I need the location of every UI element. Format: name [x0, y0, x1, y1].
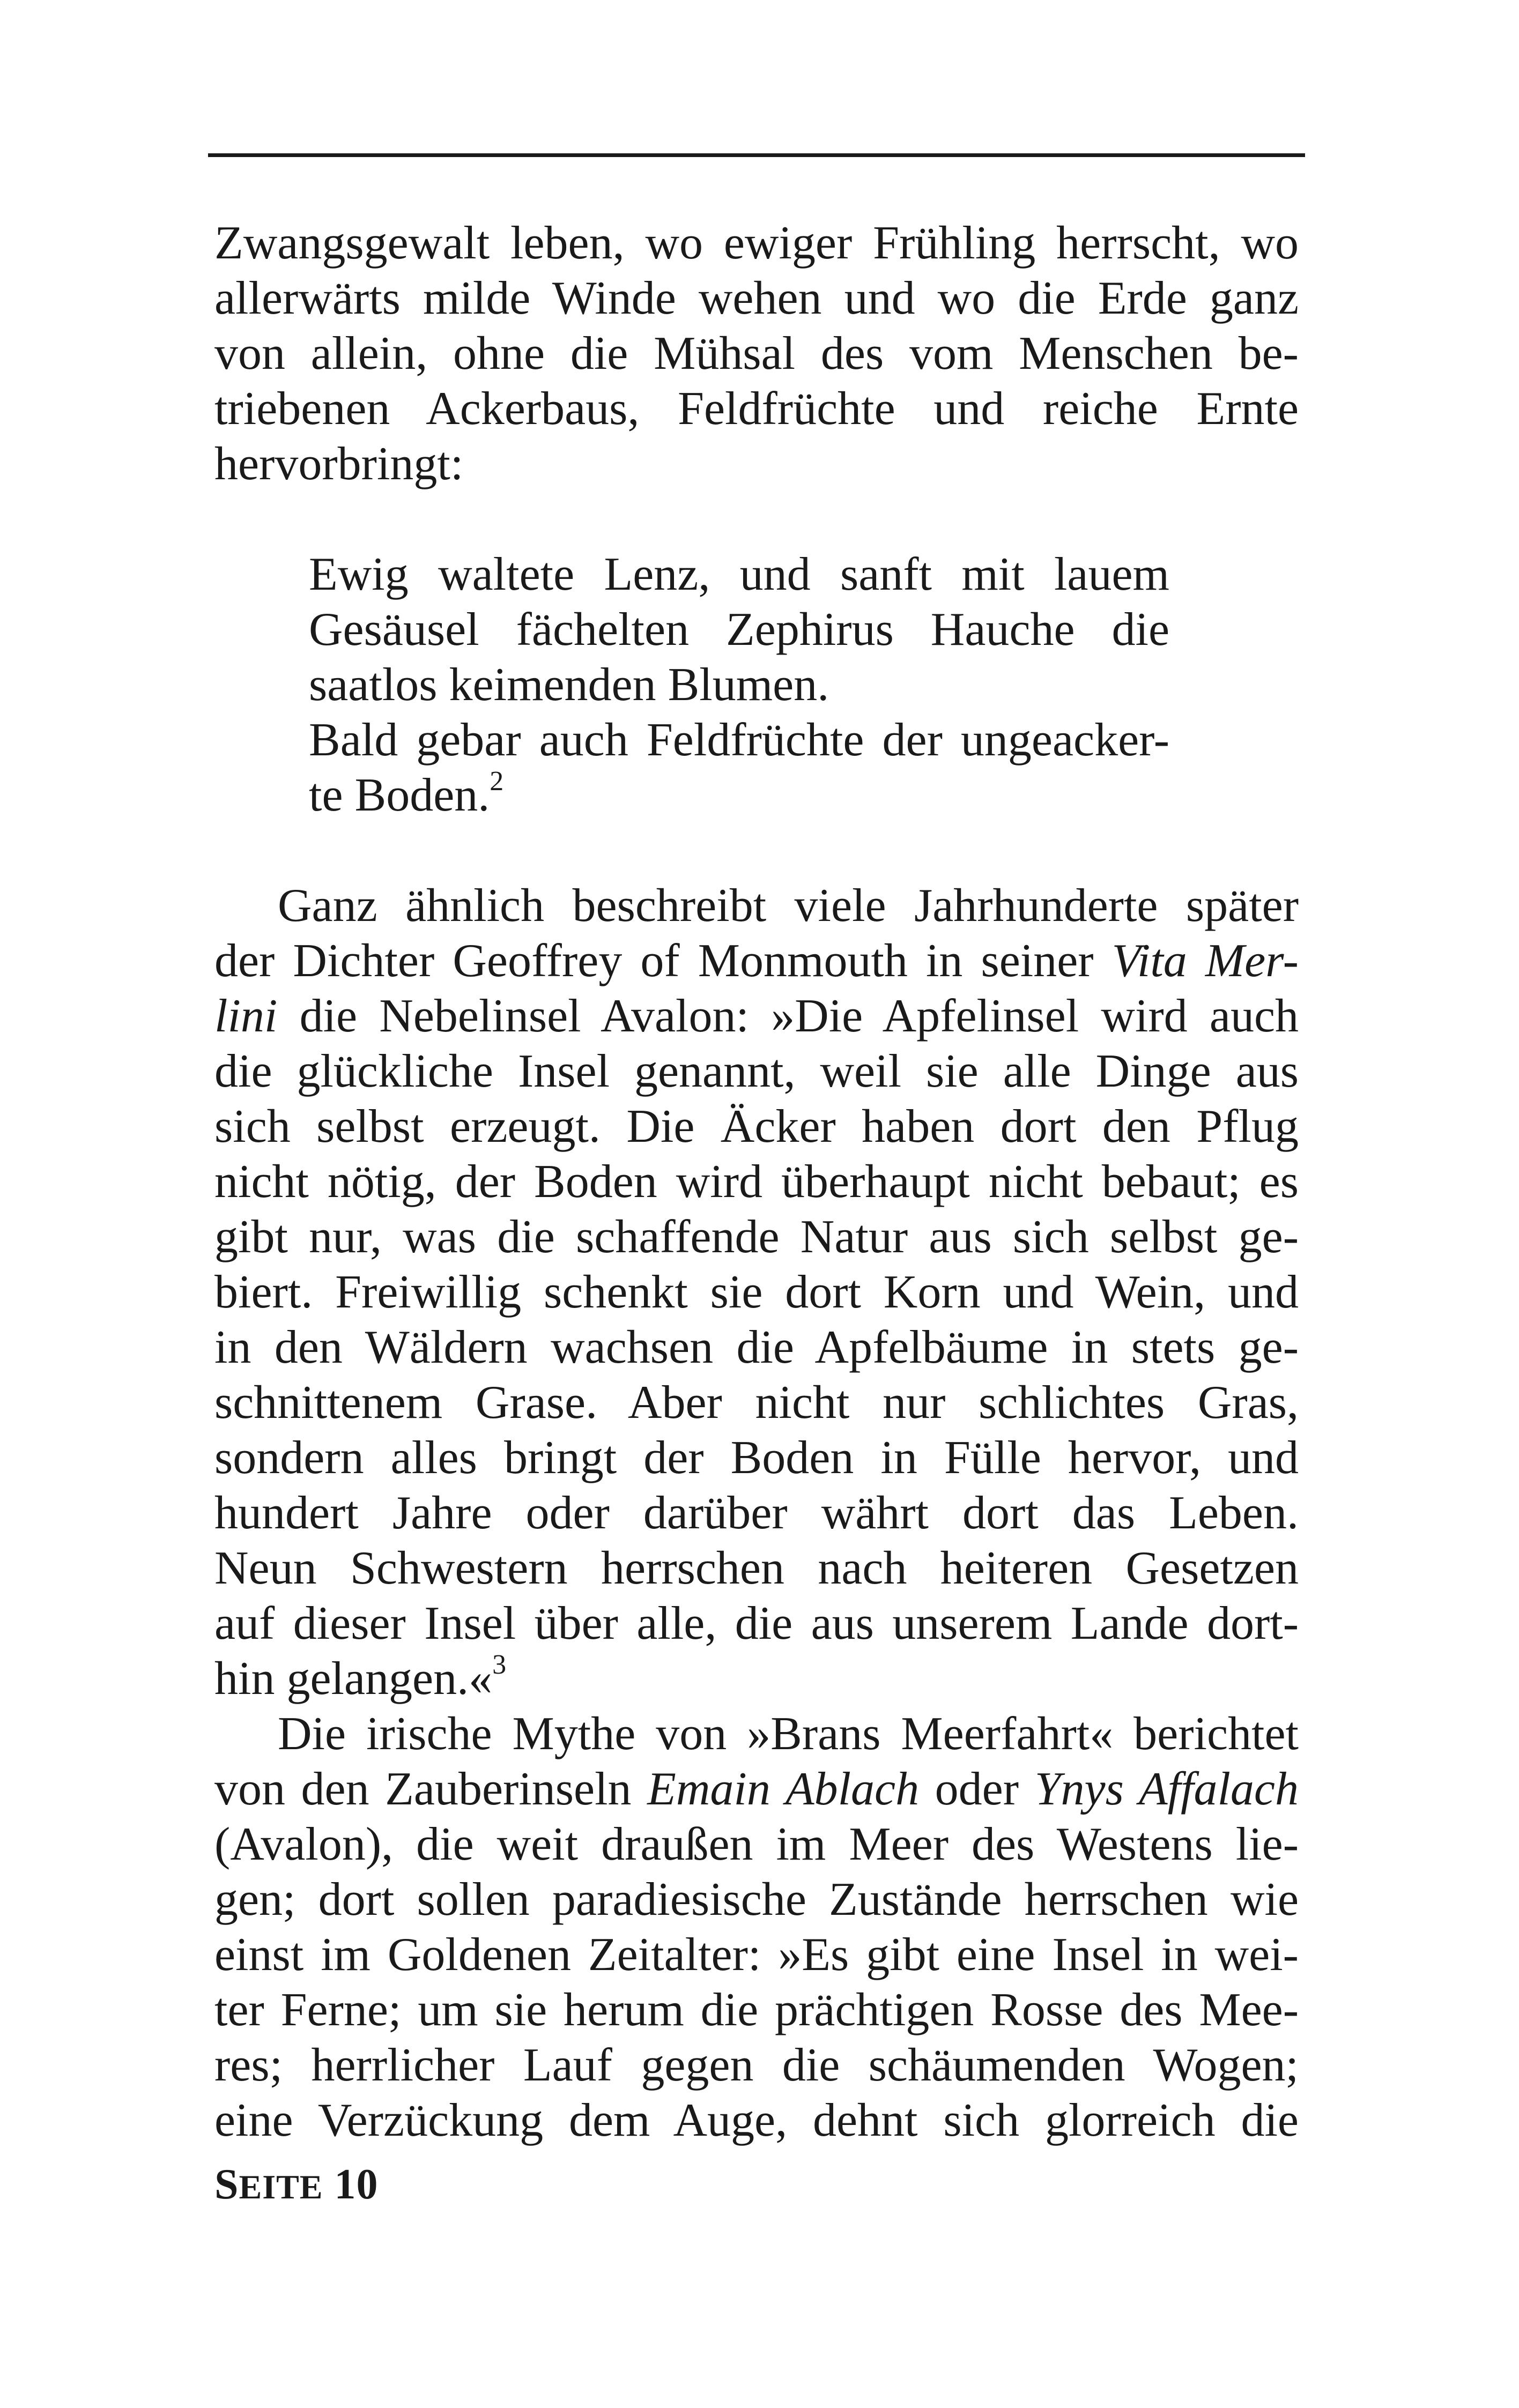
- page-number: [214, 2160, 378, 2209]
- verse-quote: [309, 547, 1169, 823]
- text-line: hundert Jahre oder darüber währt dort das Leben.: [214, 1487, 1299, 1539]
- verse-line: Ewig waltete Lenz, und sanft mit lauem: [309, 548, 1169, 600]
- text-line: Zwangsgewalt leben, wo ewiger Frühling herrscht, wo: [214, 217, 1299, 269]
- text-line: [214, 933, 1299, 989]
- line-text: die Nebelinsel Avalon: »Die Apfelinsel wird auch: [277, 990, 1299, 1042]
- header-rule: [208, 153, 1305, 157]
- text-line: gibt nur, was die schaffende Natur aus sich selbst ge-: [214, 1211, 1299, 1263]
- text-line: biert. Freiwillig schenkt sie dort Korn und Wein, und: [214, 1266, 1299, 1318]
- text-line: allerwärts milde Winde wehen und wo die Erde ganz: [214, 272, 1299, 324]
- text-line: Die irische Mythe von »Brans Meerfahrt« berichtet: [278, 1708, 1299, 1760]
- folio-label-initial: S: [214, 2161, 239, 2208]
- text-line: die glückliche Insel genannt, weil sie alle Dinge aus: [214, 1045, 1299, 1097]
- text-line: res; herrlicher Lauf gegen die schäumenden Wogen;: [214, 2039, 1299, 2091]
- book-title-italic: Vita Mer-: [1112, 935, 1299, 987]
- text-line: hervorbringt:: [214, 438, 464, 490]
- text-line: ter Ferne; um sie herum die prächtigen Rosse des Mee-: [214, 1984, 1299, 2036]
- place-name-italic: Emain Ablach: [647, 1763, 920, 1815]
- verse-line: saatlos keimenden Blumen.: [309, 659, 829, 711]
- text-line: [214, 1651, 1299, 1706]
- footnote-ref[interactable]: 2: [490, 765, 504, 797]
- verse-line: Gesäusel fächelten Zephirus Hauche die: [309, 604, 1169, 656]
- text-line: eine Verzückung dem Auge, dehnt sich glorreich die: [214, 2094, 1299, 2146]
- paragraph-3: [214, 1706, 1299, 2148]
- text-line: schnittenem Grase. Aber nicht nur schlichtes Gras,: [214, 1377, 1299, 1429]
- text-line: (Avalon), die weit draußen im Meer des Westens lie-: [214, 1818, 1299, 1870]
- book-title-italic: lini: [214, 990, 278, 1042]
- folio-label-rest: EITE: [239, 2168, 323, 2206]
- text-line: in den Wäldern wachsen die Apfelbäume in stets ge-: [214, 1321, 1299, 1373]
- text-line: Ganz ähnlich beschreibt viele Jahrhunderte später: [278, 880, 1299, 932]
- page-body: [214, 215, 1299, 2148]
- paragraph-1: [214, 215, 1299, 492]
- paragraph-2: [214, 878, 1299, 1706]
- line-text: von den Zauberinseln: [214, 1763, 648, 1815]
- line-text: der Dichter Geoffrey of Monmouth in seiner: [214, 935, 1112, 987]
- verse-line: Bald gebar auch Feldfrüchte der ungeacker-: [309, 714, 1169, 766]
- line-text: hin gelangen.«: [214, 1653, 493, 1705]
- footnote-ref[interactable]: 3: [492, 1649, 507, 1680]
- text-line: Neun Schwestern herrschen nach heiteren Gesetzen: [214, 1542, 1299, 1594]
- folio-number: 10: [334, 2161, 379, 2208]
- text-line: [214, 1762, 1299, 1817]
- place-name-italic: Ynys Affalach: [1034, 1763, 1299, 1815]
- text-line: nicht nötig, der Boden wird überhaupt nicht bebaut; es: [214, 1156, 1299, 1208]
- text-line: triebenen Ackerbaus, Feldfrüchte und reiche Ernte: [214, 383, 1299, 435]
- text-line: gen; dort sollen paradiesische Zustände herrschen wie: [214, 1874, 1299, 1926]
- verse-line-text: te Boden.: [309, 769, 490, 821]
- verse-line: [309, 765, 1169, 823]
- text-line: [214, 989, 1299, 1044]
- line-text: oder: [919, 1763, 1035, 1815]
- text-line: von allein, ohne die Mühsal des vom Menschen be-: [214, 328, 1299, 380]
- text-line: auf dieser Insel über alle, die aus unserem Lande dort-: [214, 1597, 1299, 1649]
- text-line: sich selbst erzeugt. Die Äcker haben dort den Pflug: [214, 1101, 1299, 1153]
- text-line: einst im Goldenen Zeitalter: »Es gibt eine Insel in wei-: [214, 1929, 1299, 1981]
- text-line: sondern alles bringt der Boden in Fülle hervor, und: [214, 1432, 1299, 1484]
